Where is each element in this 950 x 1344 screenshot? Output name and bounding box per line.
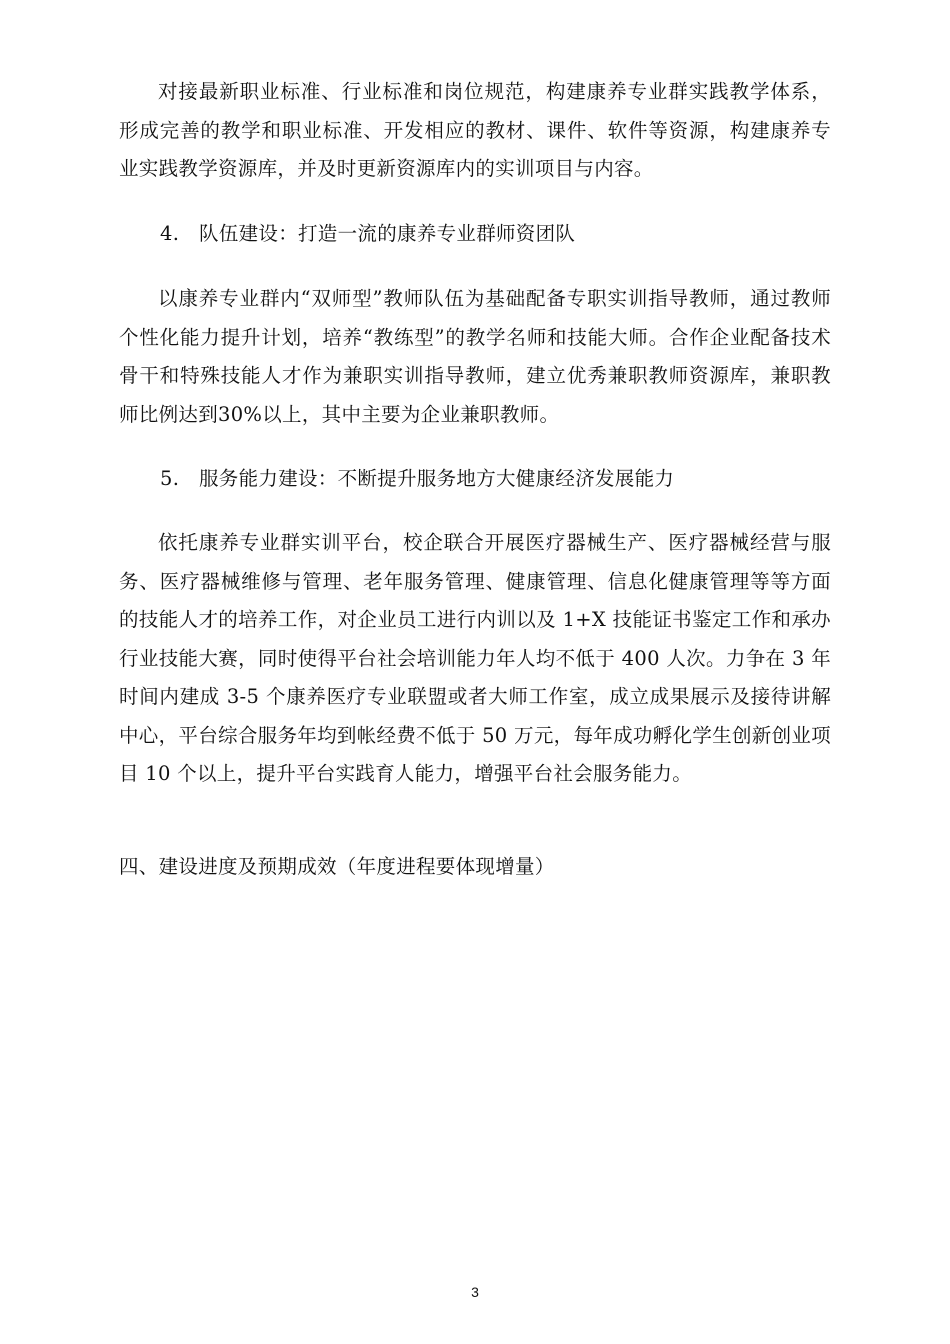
heading-item-5-number: 5.	[160, 467, 180, 490]
heading-item-5-title: 服务能力建设：不断提升服务地方大健康经济发展能力	[199, 467, 675, 490]
paragraph-practice-teaching-system: 对接最新职业标准、行业标准和岗位规范，构建康养专业群实践教学体系，形成完善的教学和职业标准、开发相应的教材、课件、软件等资源，构建康养专业实践教学资源库，并及时更新资源库内的实训项目与内容。	[119, 80, 831, 180]
page-number: 3	[471, 1284, 479, 1300]
heading-item-4-number: 4.	[160, 222, 180, 245]
heading-item-4-title: 队伍建设：打造一流的康养专业群师资团队	[199, 222, 576, 245]
heading-item-5-service-capacity	[160, 464, 674, 494]
heading-item-4-team-building	[160, 219, 575, 249]
paragraph-service-capacity: 依托康养专业群实训平台，校企联合开展医疗器械生产、医疗器械经营与服务、医疗器械维修与管理、老年服务管理、健康管理、信息化健康管理等等方面的技能人才的培养工作，对企业员工进行内训以及 1+X 技能证书鉴定工作和承办行业技能大赛，同时使得平台社会培训能力年人均不低于 400 人次。力争在 3 年时间内建成 3-5 个康养医疗专业联盟或者大师工作室，成立成果展示及接待讲解中心，平台综合服务年均到帐经费不低于 50 万元，每年成功孵化学生创新创业项目 10 个以上，提升平台实践育人能力，增强平台社会服务能力。	[119, 531, 831, 785]
paragraph-teacher-team: 以康养专业群内“双师型”教师队伍为基础配备专职实训指导教师，通过教师个性化能力提升计划，培养“教练型”的教学名师和技能大师。合作企业配备技术骨干和特殊技能人才作为兼职实训指导教师，建立优秀兼职教师资源库，兼职教师比例达到30%以上，其中主要为企业兼职教师。	[119, 287, 831, 426]
section-4-heading: 四、建设进度及预期成效（年度进程要体现增量）	[119, 855, 555, 878]
